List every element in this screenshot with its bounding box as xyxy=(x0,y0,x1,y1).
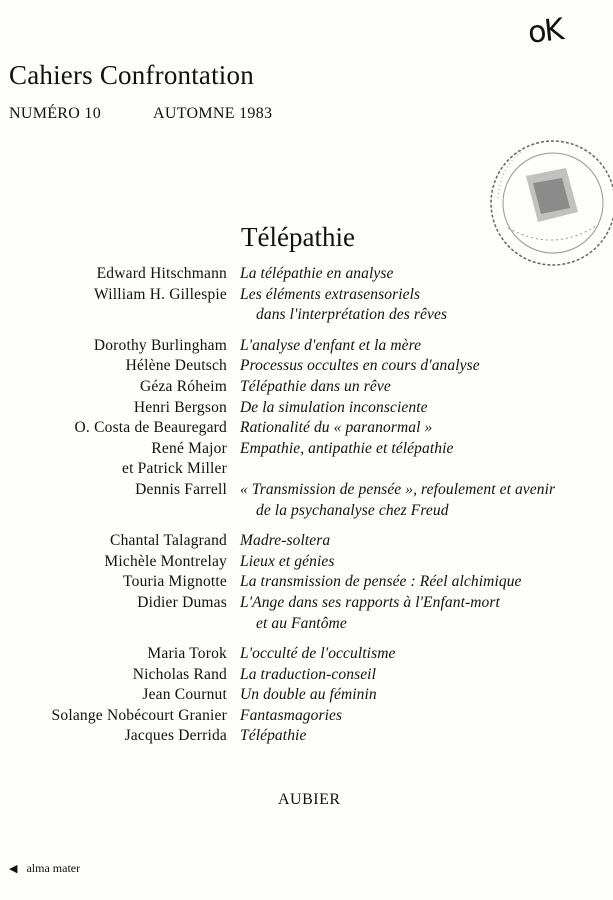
toc-article: « Transmission de pensée », refoulement et avenir xyxy=(240,480,556,498)
toc-article: Un double au féminin xyxy=(240,686,377,704)
table-of-contents xyxy=(0,264,613,747)
toc-author: René Major xyxy=(151,439,227,457)
handwritten-ok-annotation: oK xyxy=(526,12,564,51)
collection-name: alma mater xyxy=(26,861,81,875)
toc-row xyxy=(0,501,613,522)
toc-row xyxy=(0,644,613,665)
toc-author: Solange Nobécourt Granier xyxy=(51,706,227,724)
toc-row xyxy=(0,726,613,747)
toc-author: O. Costa de Beauregard xyxy=(74,419,227,437)
toc-article: Madre-soltera xyxy=(240,532,331,550)
collection-label xyxy=(9,861,80,876)
toc-row xyxy=(0,439,613,460)
toc-author: Michèle Montrelay xyxy=(104,552,227,570)
toc-article: L'analyse d'enfant et la mère xyxy=(240,336,422,354)
toc-row xyxy=(0,305,613,326)
toc-row xyxy=(0,665,613,686)
toc-article: Télépathie xyxy=(240,727,307,745)
toc-row xyxy=(0,552,613,573)
toc-row xyxy=(0,285,613,306)
toc-row xyxy=(0,356,613,377)
toc-row xyxy=(0,459,613,480)
toc-article: L'occulté de l'occultisme xyxy=(240,645,396,663)
toc-row xyxy=(0,264,613,285)
toc-article-continuation: dans l'interprétation des rêves xyxy=(256,306,448,324)
toc-article: Processus occultes en cours d'analyse xyxy=(240,357,480,375)
issue-number: NUMÉRO 10 xyxy=(9,105,102,122)
toc-author: William H. Gillespie xyxy=(94,285,227,303)
toc-article: De la simulation inconsciente xyxy=(240,398,428,416)
issue-season: AUTOMNE 1983 xyxy=(153,105,273,122)
triangle-left-icon: ◀ xyxy=(9,863,18,875)
toc-author: et Patrick Miller xyxy=(122,460,227,478)
toc-row xyxy=(0,377,613,398)
toc-article: Les éléments extrasensoriels xyxy=(240,285,421,303)
toc-row xyxy=(0,706,613,727)
toc-row xyxy=(0,572,613,593)
toc-row xyxy=(0,336,613,357)
toc-author: Didier Dumas xyxy=(137,593,227,611)
toc-author: Jean Cournut xyxy=(142,686,227,704)
toc-row xyxy=(0,614,613,635)
toc-author: Dorothy Burlingham xyxy=(93,336,227,354)
toc-author: Maria Torok xyxy=(147,645,227,663)
toc-author: Nicholas Rand xyxy=(132,665,227,683)
toc-row xyxy=(0,418,613,439)
toc-author: Henri Bergson xyxy=(133,398,227,416)
toc-article: Fantasmagories xyxy=(240,706,343,724)
toc-author: Hélène Deutsch xyxy=(125,357,227,375)
toc-author: Edward Hitschmann xyxy=(96,265,227,282)
toc-article: Rationalité du « paranormal » xyxy=(240,419,433,437)
toc-article-continuation: et au Fantôme xyxy=(256,614,347,632)
toc-row xyxy=(0,398,613,419)
publisher-name: AUBIER xyxy=(278,791,341,808)
toc-author: Chantal Talagrand xyxy=(110,532,227,550)
toc-row xyxy=(0,531,613,552)
toc-article: Lieux et génies xyxy=(240,552,335,570)
toc-article: La télépathie en analyse xyxy=(240,265,394,282)
toc-row xyxy=(0,480,613,501)
library-stamp xyxy=(478,128,613,278)
toc-row xyxy=(0,593,613,614)
journal-title: Cahiers Confrontation xyxy=(9,60,254,90)
toc-article: L'Ange dans ses rapports à l'Enfant-mort xyxy=(240,593,500,611)
toc-article: Télépathie dans un rêve xyxy=(240,377,391,395)
toc-author: Géza Róheim xyxy=(140,377,227,395)
toc-author: Dennis Farrell xyxy=(135,480,227,498)
toc-author: Touria Mignotte xyxy=(123,573,227,591)
toc-article: Empathie, antipathie et télépathie xyxy=(240,439,454,457)
toc-article: La traduction-conseil xyxy=(240,665,376,683)
toc-row xyxy=(0,685,613,706)
main-title: Télépathie xyxy=(241,222,355,252)
toc-article: La transmission de pensée : Réel alchimique xyxy=(240,573,522,591)
toc-article-continuation: de la psychanalyse chez Freud xyxy=(256,501,449,519)
toc-author: Jacques Derrida xyxy=(124,727,227,745)
issue-line xyxy=(9,105,273,123)
